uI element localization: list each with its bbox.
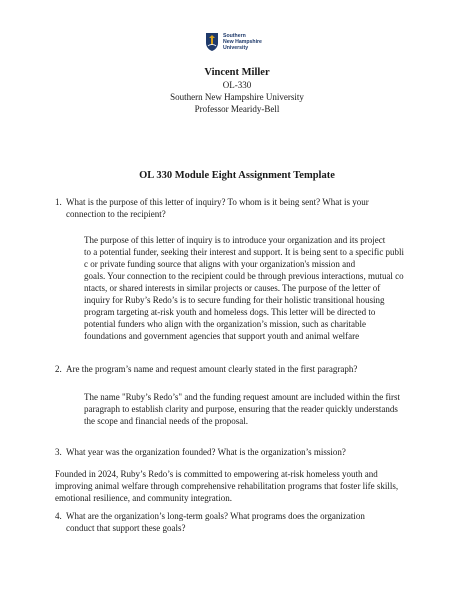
answer-2 [84, 391, 434, 427]
answer-line: Founded in 2024, Ruby’s Redo’s is committed to empowering at-risk homeless youth and [55, 469, 378, 479]
question-line: What are the organization’s long-term goals? What programs does the organization [66, 511, 365, 521]
question-number: 1. [55, 197, 62, 207]
logo-line: Southern [223, 33, 246, 39]
answer-line: foundations and government agencies that support youth and animal welfare [84, 331, 360, 341]
answer-line: to a potential funder, seeking their interest and support. It is being sent to a specific publi [84, 247, 405, 257]
logo-line: University [223, 45, 249, 51]
answer-line: goals. Your connection to the recipient could be through previous interactions, mutual co [84, 271, 404, 281]
answer-3 [55, 468, 425, 504]
answer-line: emotional resilience, and community integration. [55, 493, 232, 503]
shield-icon [205, 32, 219, 52]
question-line: Are the program’s name and request amount clearly stated in the first paragraph? [66, 364, 358, 374]
answer-line: improving animal welfare through comprehensive rehabilitation programs that foster life skills, [55, 481, 399, 491]
question-number: 3. [55, 447, 62, 457]
answer-line: potential funders who align with the organization’s mission, such as charitable [84, 319, 367, 329]
document-title: OL 330 Module Eight Assignment Template [139, 170, 335, 181]
university-logo [205, 31, 262, 53]
question-number: 4. [55, 511, 62, 521]
question-number: 2. [55, 364, 62, 374]
question-1 [55, 196, 426, 220]
answer-line: ntacts, or shared interests in similar projects or causes. The purpose of the letter of [84, 283, 381, 293]
logo-wordmark [223, 33, 262, 51]
answer-line: inquiry for Ruby’s Redo’s is to secure funding for their holistic transitional housing [84, 295, 385, 305]
question-2 [55, 363, 426, 375]
answer-line: the scope and financial needs of the proposal. [84, 416, 248, 426]
question-line: connection to the recipient? [66, 209, 166, 219]
question-line: conduct that support these goals? [66, 523, 186, 533]
answer-line: program targeting at-risk youth and homeless dogs. This letter will be directed to [84, 307, 376, 317]
question-line: What year was the organization founded? What is the organization’s mission? [66, 447, 346, 457]
author-name: Vincent Miller [204, 67, 270, 78]
school-name: Southern New Hampshire University [170, 92, 304, 102]
question-line: What is the purpose of this letter of inquiry? To whom is it being sent? What is your [66, 197, 369, 207]
question-4 [55, 510, 426, 534]
answer-line: The purpose of this letter of inquiry is to introduce your organization and its project [84, 235, 386, 245]
answer-line: paragraph to establish clarity and purpose, ensuring that the reader quickly understands [84, 404, 398, 414]
professor-name: Professor Mearidy-Bell [194, 104, 280, 114]
title-block [0, 67, 474, 115]
question-3 [55, 446, 426, 458]
answer-line: c or private funding source that aligns with your organization's mission and [84, 259, 356, 269]
course-code: OL-330 [222, 80, 252, 90]
logo-line: New Hampshire [223, 39, 262, 45]
answer-1 [84, 234, 434, 342]
answer-line: The name "Ruby’s Redo’s" and the funding request amount are included within the first [84, 392, 401, 402]
